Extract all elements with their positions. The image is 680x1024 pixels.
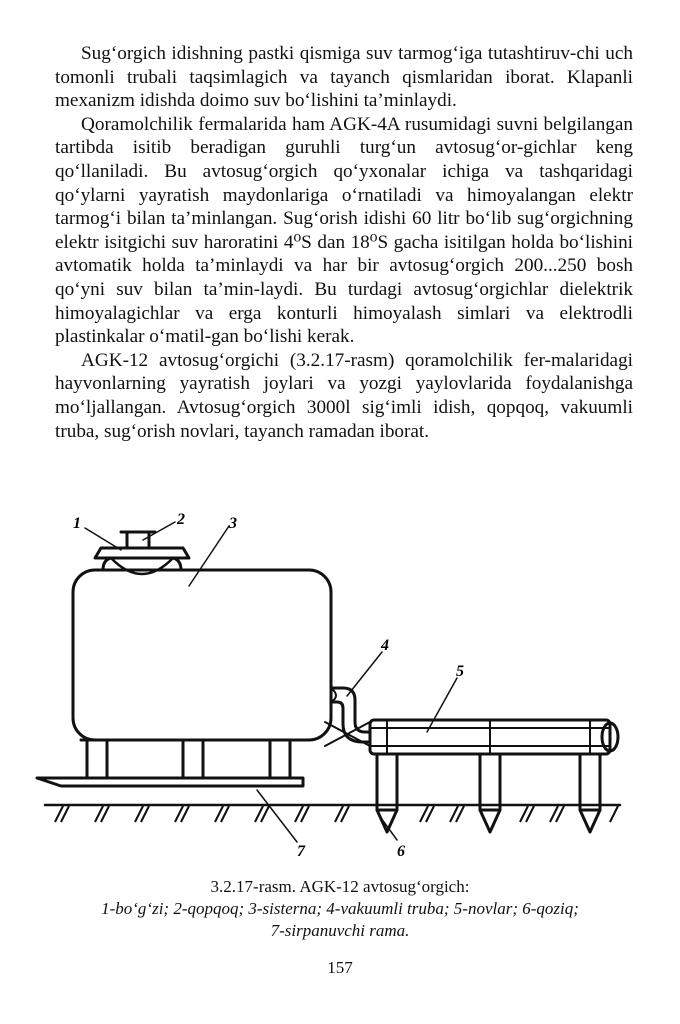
callout-4: 4 (381, 637, 389, 654)
callout-6: 6 (397, 843, 405, 860)
caption-legend-line-2: 7-sirpanuvchi rama. (270, 921, 410, 940)
text-block (55, 42, 633, 443)
stake (377, 754, 397, 810)
page-number: 157 (327, 958, 353, 977)
callout-3: 3 (229, 515, 237, 532)
ground-hatching (55, 806, 618, 822)
paragraph-2: Qoramolchilik fermalarida ham AGK-4A rusumidagi suvni belgilangan tartibda isitib beradigan guruhli turg‘un avtosug‘or-gichlar keng qo‘llaniladi. Bu avtosug‘orgich qo‘yxonalar ichiga va tashqaridagi qo‘ylarni yayratish maydonlariga o‘rnatiladi va himoyalangan elektr tarmog‘i bilan ta’minlangan. Sug‘orish idishi 60 litr bo‘lib sug‘orgichning elektr isitgichi suv haroratini 4⁰S dan 18⁰S gacha isitilgan holda bo‘lishini avtomatik holda ta’minlaydi va har bir avtosug‘orgich 200...250 bosh qo‘yni suv bilan ta’min-laydi. Bu turdagi avtosug‘orgichlar dielektrik himoyalagichlar va erga konturli himoyalash simlari va elektrodli plastinkalar o‘matil-gan bo‘lishi kerak. (55, 113, 633, 348)
callout-7: 7 (297, 843, 305, 860)
figure-agk12-drawing (25, 510, 635, 870)
caption-title: 3.2.17-rasm. AGK-12 avtosug‘orgich: (210, 877, 470, 896)
paragraph-1: Sug‘orgich idishning pastki qismiga suv tarmog‘iga tutashtiruv-chi uch tomonli trubali taqsimlagich va tayanch qismlaridan iborat. Klapanli mexanizm idishda doimo suv bo‘lishini ta’minlaydi. (55, 43, 633, 112)
figure-caption (0, 876, 680, 942)
drawing-svg (25, 510, 635, 870)
sliding-frame (37, 778, 303, 786)
callout-1: 1 (73, 515, 81, 532)
callout-5: 5 (456, 663, 464, 680)
paragraph-3: AGK-12 avtosug‘orgichi (3.2.17-rasm) qoramolchilik fer-malaridagi hayvonlarning yayratish joylari va yozgi yaylovlarida foydalanishga mo‘ljallangan. Avtosug‘orgich 3000l sig‘imli idish, qopqoq, vakuumli truba, sug‘orish novlari, tayanch ramadan iborat. (55, 349, 633, 442)
neck (103, 558, 181, 570)
callout-2: 2 (177, 511, 185, 528)
caption-legend-line-1: 1-bo‘g‘zi; 2-qopqoq; 3-sisterna; 4-vakuumli truba; 5-novlar; 6-qoziq; (101, 899, 579, 918)
cistern (73, 570, 331, 740)
